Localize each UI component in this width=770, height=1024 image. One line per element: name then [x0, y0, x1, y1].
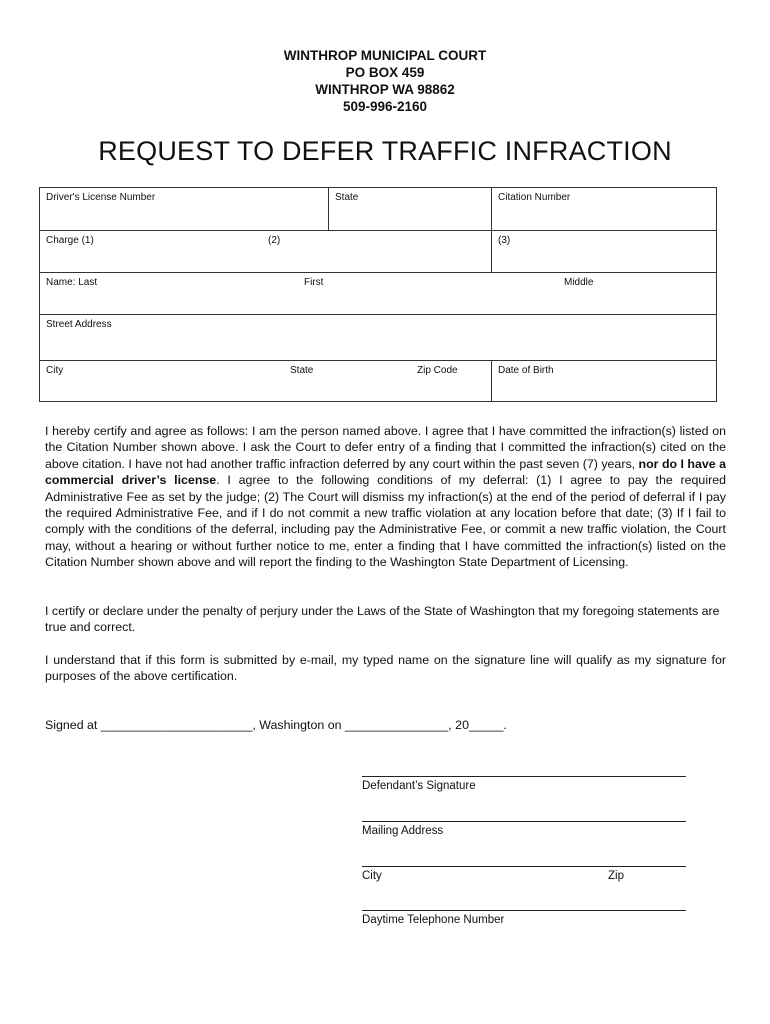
citation-number-label: Citation Number	[498, 192, 571, 203]
court-header	[0, 47, 770, 115]
charge1-label: Charge (1)	[46, 235, 94, 246]
telephone-label: Daytime Telephone Number	[362, 914, 505, 926]
signature-line	[362, 776, 686, 777]
telephone-block[interactable]	[362, 910, 686, 928]
signature-city-label: City	[362, 870, 382, 882]
street-address-field[interactable]	[40, 315, 717, 361]
court-phone: 509-996-2160	[342, 99, 428, 114]
city-state-zip-field[interactable]	[40, 361, 492, 402]
date-of-birth-field[interactable]	[492, 361, 717, 402]
commercial-license-statement: nor do I have a commercial driver’s license	[45, 456, 727, 488]
mailing-address-block[interactable]	[362, 821, 686, 839]
form-title: REQUEST TO DEFER TRAFFIC INFRACTION	[98, 136, 672, 166]
street-address-label: Street Address	[46, 319, 112, 330]
charge3-field[interactable]	[492, 231, 717, 273]
drivers-license-field[interactable]	[40, 188, 329, 231]
name-middle-label: Middle	[564, 277, 594, 288]
citation-number-field[interactable]	[492, 188, 717, 231]
state-label: State	[335, 192, 359, 203]
city-zip-block[interactable]	[362, 866, 686, 884]
city-zip-line	[362, 866, 686, 867]
court-po-box: PO BOX 459	[345, 65, 425, 80]
court-city-state-zip: WINTHROP WA 98862	[315, 82, 455, 97]
state2-label: State	[290, 365, 314, 376]
perjury-statement: I certify or declare under the penalty of perjury under the Laws of the State of Washington that my foregoing statements are true and correct.	[45, 604, 720, 635]
certification-text-1: I hereby certify and agree as follows: I am the person named above. I agree that I have committed the infraction(s) listed on the Citation Number shown above. I ask the Court to defer entry of a finding that I committed the infraction(s) cited on the above citation. I have not had another traffic infraction deferred by any court within the past seven (7) years,	[45, 424, 726, 471]
email-signature-statement: I understand that if this form is submitted by e-mail, my typed name on the signature line will qualify as my signature for purposes of the above certification.	[45, 653, 726, 684]
signed-at-line[interactable]: Signed at ______________________, Washington on _______________, 20_____.	[45, 718, 507, 732]
charge-field[interactable]	[40, 231, 492, 273]
drivers-license-label: Driver's License Number	[46, 192, 156, 203]
mailing-address-label: Mailing Address	[362, 825, 444, 837]
date-of-birth-label: Date of Birth	[498, 365, 554, 376]
defendant-info-form	[39, 187, 717, 402]
name-field[interactable]	[40, 273, 717, 315]
defendant-signature-block[interactable]	[362, 776, 686, 794]
certification-paragraph	[45, 423, 726, 571]
certification-text-2: . I agree to the following conditions of my deferral: (1) I agree to pay the required Administrative Fee as set by the judge; (2) The Court will dismiss my infraction(s) at the end of the period of deferral if I pay the required Administrative Fee, and if I do not commit a new traffic violation at any location before that date; (3) If I fail to comply with the conditions of the deferral, including pay the Administrative Fee, or commit a new traffic violation, the Court may, without a hearing or without further notice to me, enter a finding that I have committed the infraction(s) listed on the Citation Number shown above and will report the finding to the Washington State Department of Licensing.	[45, 473, 726, 570]
court-name: WINTHROP MUNICIPAL COURT	[283, 48, 487, 63]
zip-code-label: Zip Code	[417, 365, 458, 376]
telephone-line	[362, 910, 686, 911]
name-first-label: First	[304, 277, 324, 288]
defendant-signature-label: Defendant’s Signature	[362, 780, 476, 792]
charge3-label: (3)	[498, 235, 511, 246]
city-label: City	[46, 365, 64, 376]
state-field[interactable]	[329, 188, 492, 231]
signature-zip-label: Zip	[608, 870, 624, 882]
charge2-label: (2)	[268, 235, 281, 246]
name-last-label: Name: Last	[46, 277, 98, 288]
mailing-address-line	[362, 821, 686, 822]
